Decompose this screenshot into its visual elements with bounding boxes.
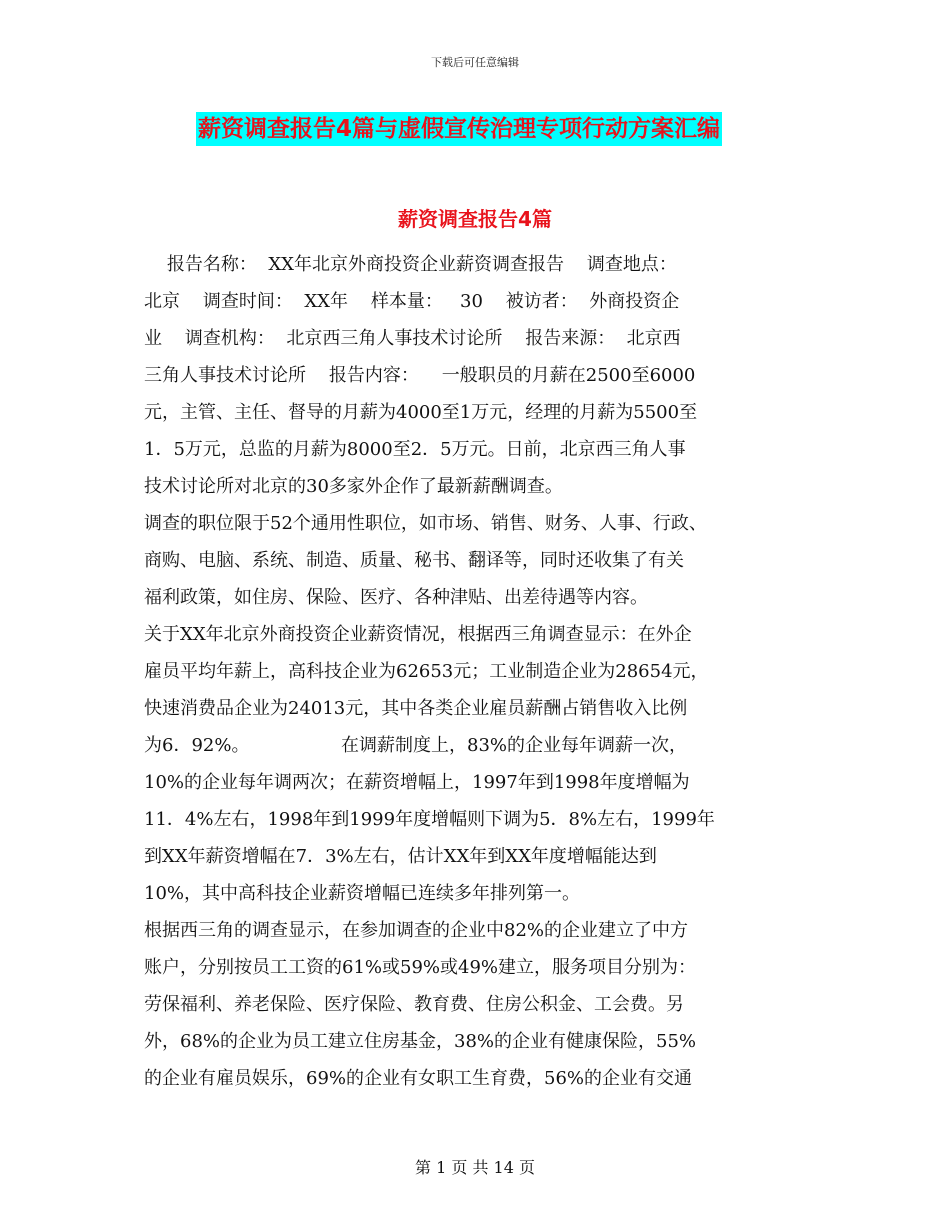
text-line: 10%，其中高科技企业薪资增幅已连续多年排列第一。 (144, 883, 581, 904)
text-line: 账户，分别按员工工资的61%或59%或49%建立，服务项目分别为： (144, 957, 697, 978)
text-line: 技术讨论所对北京的30多家外企作了最新薪酬调查。 (144, 476, 563, 497)
text-line: 到XX年薪资增幅在7．3%左右，估计XX年到XX年度增幅能达到 (144, 846, 657, 867)
text-line: 劳保福利、养老保险、医疗保险、教育费、住房公积金、工会费。另 (144, 994, 684, 1015)
text-line: 报告名称： XX年北京外商投资企业薪资调查报告 调查地点： (144, 254, 677, 275)
page-footer: 第 1 页 共 14 页 (415, 1158, 535, 1177)
text-line: 调查的职位限于52个通用性职位，如市场、销售、财务、人事、行政、 (144, 513, 707, 534)
text-line: 商购、电脑、系统、制造、质量、秘书、翻译等，同时还收集了有关 (144, 550, 684, 571)
text-line: 福利政策，如住房、保险、医疗、各种津贴、出差待遇等内容。 (144, 587, 648, 608)
text-line: 外，68%的企业为员工建立住房基金，38%的企业有健康保险，55% (144, 1031, 697, 1052)
text-line: 1．5万元，总监的月薪为8000至2．5万元。日前，北京西三角人事 (144, 439, 686, 460)
text-line: 11．4%左右，1998年到1999年度增幅则下调为5．8%左右，1999年 (144, 809, 715, 830)
text-line: 快速消费品企业为24013元，其中各类企业雇员薪酬占销售收入比例 (144, 698, 688, 719)
text-line: 关于XX年北京外商投资企业薪资情况，根据西三角调查显示：在外企 (144, 624, 692, 645)
text-line: 北京 调查时间： XX年 样本量： 30 被访者： 外商投资企 (144, 291, 680, 312)
text-line: 的企业有雇员娱乐，69%的企业有女职工生育费，56%的企业有交通 (144, 1068, 693, 1089)
text-line: 10%的企业每年调两次；在薪资增幅上，1997年到1998年度增幅为 (144, 772, 690, 793)
header-note: 下载后可任意编辑 (431, 56, 519, 69)
text-line: 三角人事技术讨论所 报告内容： 一般职员的月薪在2500至6000 (144, 365, 696, 386)
text-line: 为6．92%。 在调薪制度上，83%的企业每年调薪一次， (144, 735, 688, 756)
text-line: 根据西三角的调查显示，在参加调查的企业中82%的企业建立了中方 (144, 920, 689, 941)
text-line: 元，主管、主任、督导的月薪为4000至1万元，经理的月薪为5500至 (144, 402, 698, 423)
text-line: 业 调查机构： 北京西三角人事技术讨论所 报告来源： 北京西 (144, 328, 681, 349)
document-title: 薪资调查报告4篇与虚假宣传治理专项行动方案汇编 (196, 112, 722, 146)
section-title: 薪资调查报告4篇 (398, 207, 552, 231)
text-line: 雇员平均年薪上，高科技企业为62653元；工业制造企业为28654元， (144, 661, 709, 682)
